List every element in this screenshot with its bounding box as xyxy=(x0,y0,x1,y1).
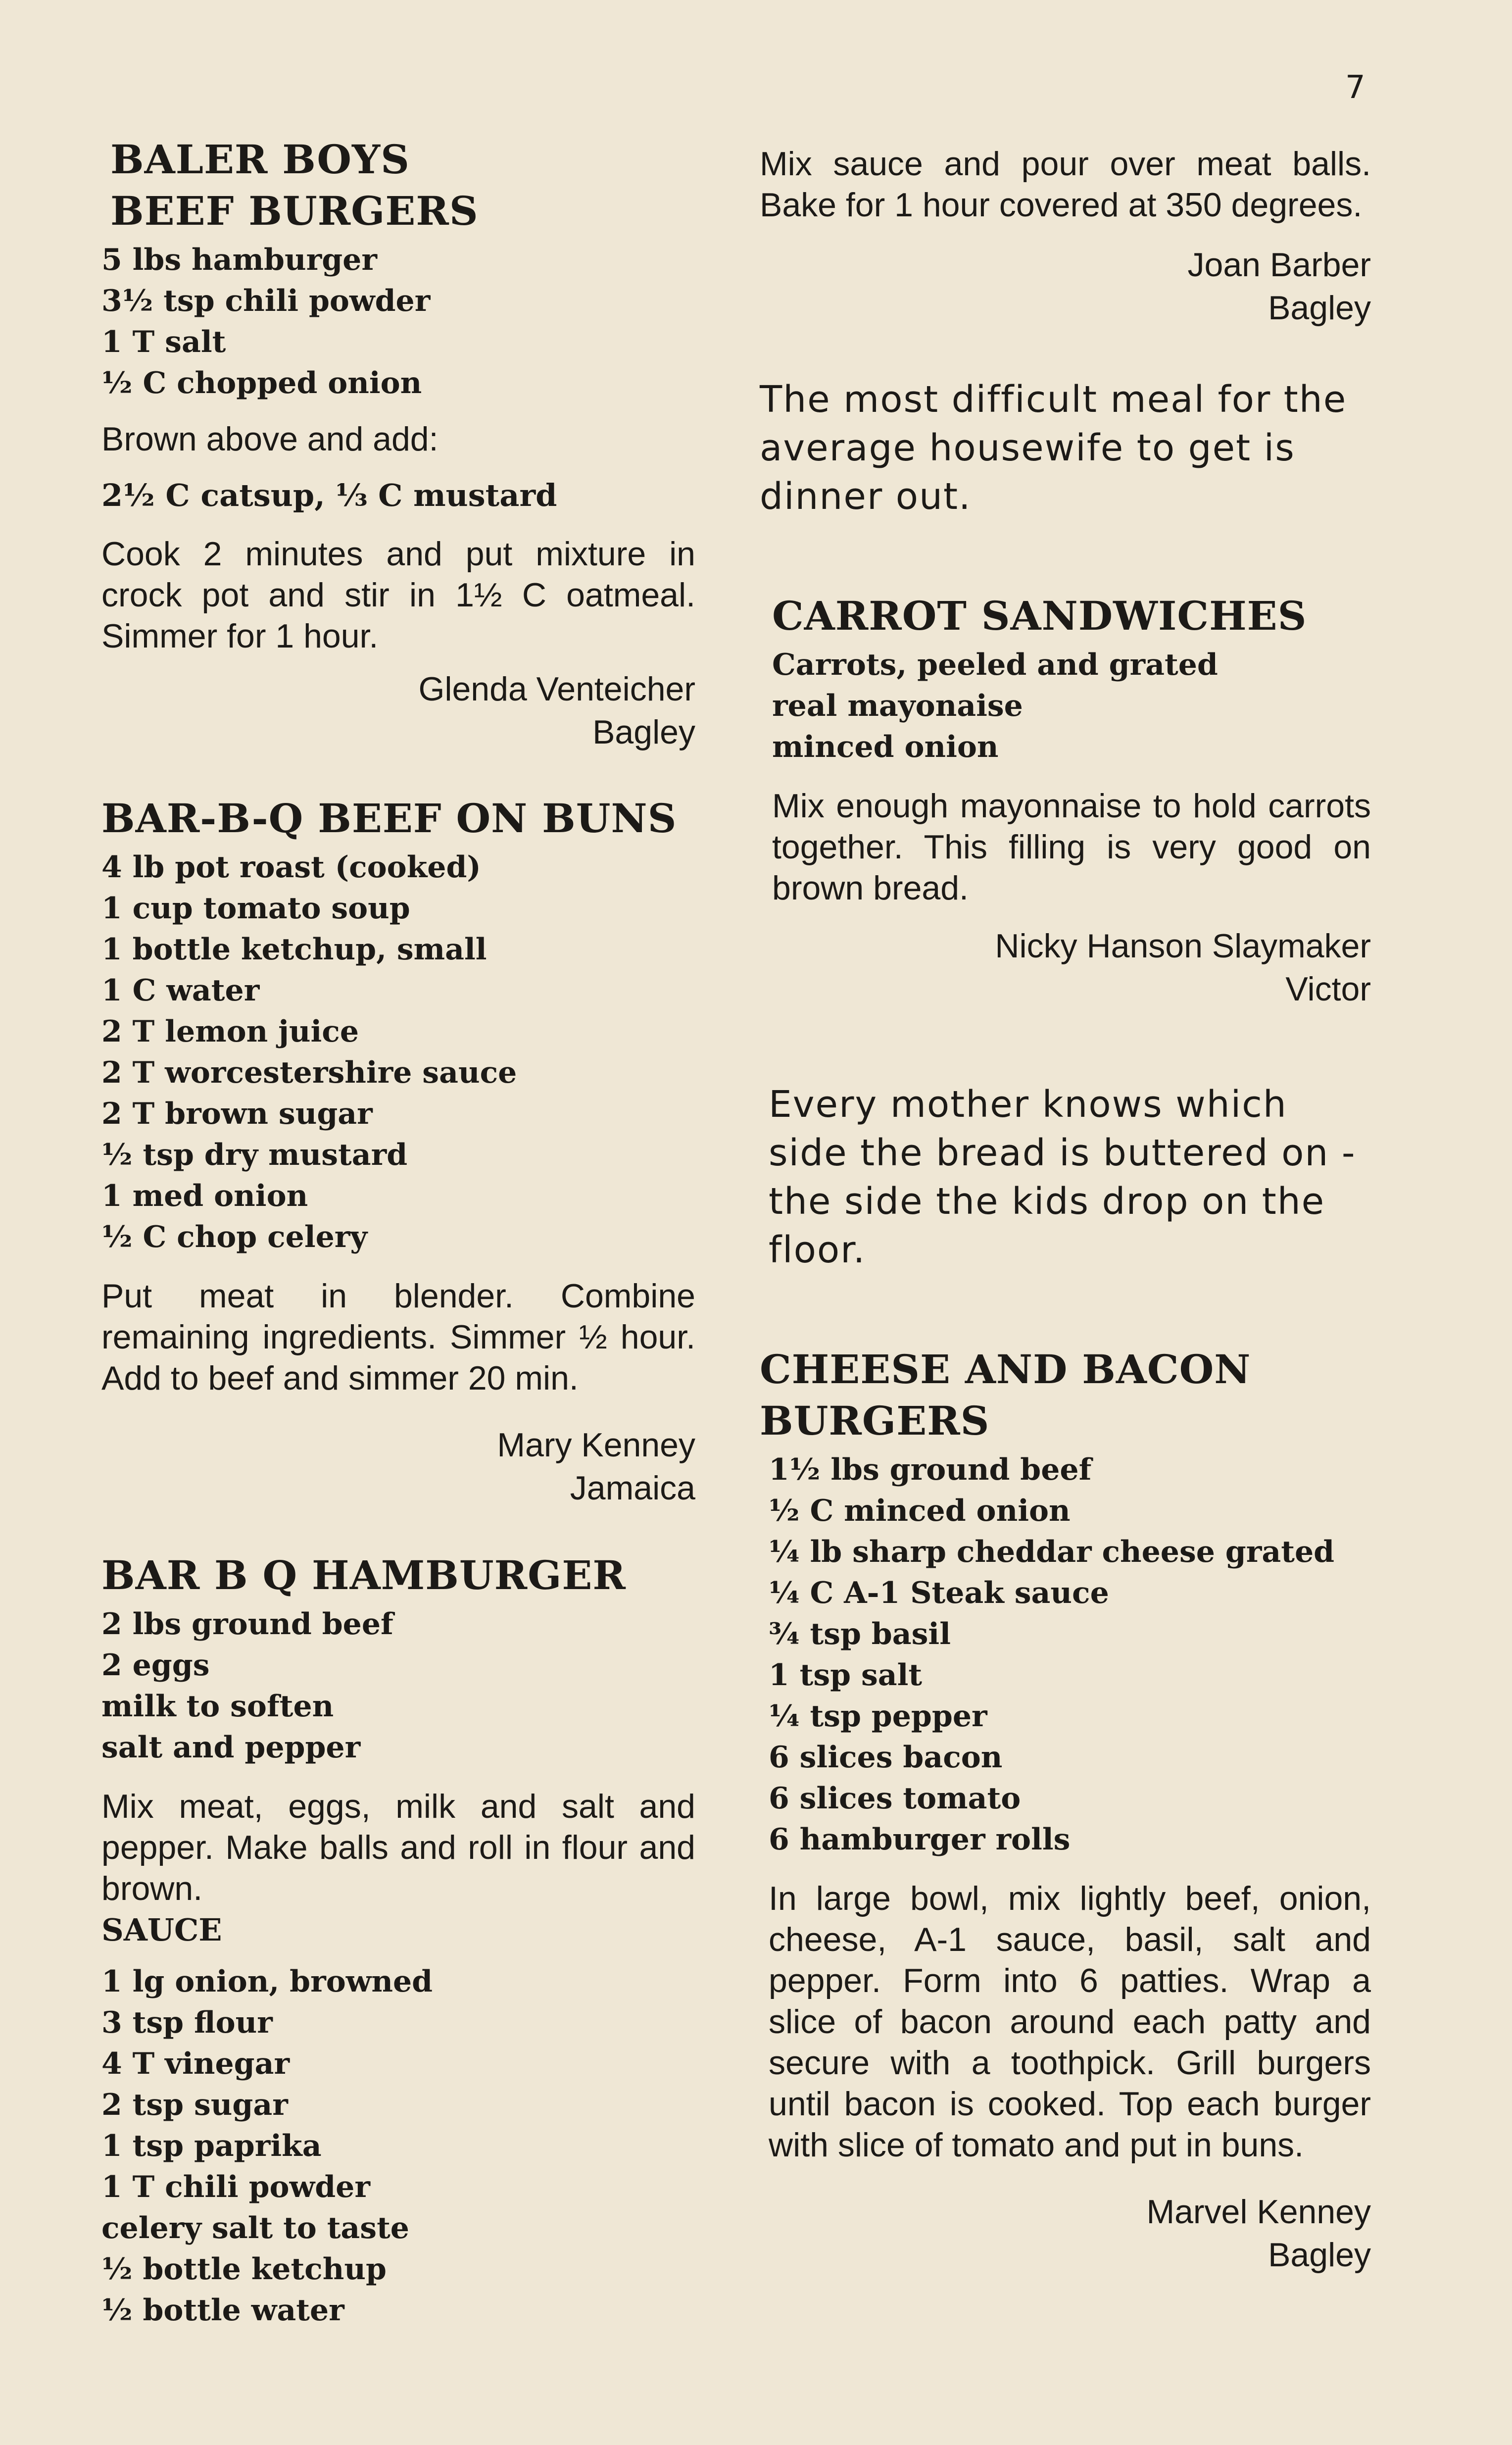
ingredient: 1 tsp paprika xyxy=(101,2129,322,2163)
author-town: Bagley xyxy=(1268,2236,1371,2274)
ingredient: 6 hamburger rolls xyxy=(769,1822,1071,1857)
author-town: Jamaica xyxy=(570,1469,695,1507)
recipe-directions: In large bowl, mix lightly beef, onion, cheese, A-1 sauce, basil, salt and pepper. Form into 6 patties. Wrap a slice of bacon around each patty and secure with a toothpick. Grill burgers until bacon is cooked. Top each burger with slice of tomato and put in buns. xyxy=(769,1880,1371,2164)
ingredient: ¾ tsp basil xyxy=(769,1617,951,1651)
ingredient: ½ C chop celery xyxy=(101,1220,368,1254)
author-town: Victor xyxy=(1285,970,1371,1008)
ingredient: 3½ tsp chili powder xyxy=(101,284,431,318)
ingredient: 6 slices bacon xyxy=(769,1740,1003,1775)
author-name: Mary Kenney xyxy=(497,1426,695,1464)
author-name: Joan Barber xyxy=(1187,246,1371,284)
ingredient: 1 lg onion, browned xyxy=(101,1964,433,1999)
ingredient: 1 med onion xyxy=(101,1179,308,1213)
ingredient: 6 slices tomato xyxy=(769,1781,1021,1816)
recipe-title-line: CHEESE AND BACON xyxy=(760,1346,1251,1393)
recipe-step: Brown above and add: xyxy=(101,420,439,458)
ingredient: real mayonaise xyxy=(772,689,1023,723)
ingredient: 2 lbs ground beef xyxy=(101,1607,393,1642)
ingredient: 2 tsp sugar xyxy=(101,2088,288,2122)
ingredient: 3 tsp flour xyxy=(101,2005,273,2040)
ingredient: 2 eggs xyxy=(101,1648,210,1683)
recipe-bar-b-q-hamburger-continued xyxy=(760,144,1371,330)
ingredient: celery salt to taste xyxy=(101,2211,409,2245)
recipe-directions: Mix enough mayonnaise to hold carrots together. This filling is very good on brown bread. xyxy=(772,787,1371,907)
author-name: Glenda Venteicher xyxy=(418,670,695,708)
recipe-directions: Cook 2 minutes and put mixture in crock pot and stir in 1½ C oatmeal. Simmer for 1 hour. xyxy=(101,535,695,655)
ingredient: 1 cup tomato soup xyxy=(101,891,410,926)
ingredient: ¼ lb sharp cheddar cheese grated xyxy=(769,1535,1335,1569)
ingredient: salt and pepper xyxy=(101,1730,361,1765)
recipe-title xyxy=(110,134,695,237)
ingredient: 1 bottle ketchup, small xyxy=(101,932,487,967)
ingredient: ½ tsp dry mustard xyxy=(101,1138,408,1172)
ingredient: 2 T lemon juice xyxy=(101,1014,359,1049)
recipe-title-line: BURGERS xyxy=(760,1397,990,1444)
ingredient: 2 T brown sugar xyxy=(101,1097,373,1131)
recipe-carrot-sandwiches xyxy=(760,590,1371,1011)
recipe-signature xyxy=(760,244,1371,330)
author-name: Marvel Kenney xyxy=(1146,2193,1371,2231)
recipe-signature xyxy=(760,925,1371,1011)
ingredient: 4 T vinegar xyxy=(101,2046,290,2081)
ingredient-list xyxy=(101,240,695,404)
ingredient-line: 2½ C catsup, ⅓ C mustard xyxy=(101,477,557,513)
recipe-title: CARROT SANDWICHES xyxy=(772,593,1307,639)
recipe-signature xyxy=(101,668,695,754)
ingredient: 1½ lbs ground beef xyxy=(769,1452,1092,1487)
quote-mother-knows: Every mother knows which side the bread is buttered on - the side the kids drop on the floor. xyxy=(769,1083,1356,1271)
recipe-title-line: BALER BOYS xyxy=(110,136,410,183)
ingredient: ½ bottle water xyxy=(101,2293,344,2328)
ingredient: ¼ tsp pepper xyxy=(769,1699,987,1734)
recipe-bar-b-q-hamburger xyxy=(101,1549,695,2331)
ingredient: ¼ C A-1 Steak sauce xyxy=(769,1576,1109,1610)
ingredient-list xyxy=(101,1604,695,1768)
ingredient: 1 T chili powder xyxy=(101,2170,370,2204)
sauce-ingredient-list xyxy=(101,1961,695,2331)
author-town: Bagley xyxy=(592,713,695,751)
recipe-directions-continued: Mix sauce and pour over meat balls. Bake for 1 hour covered at 350 degrees. xyxy=(760,145,1371,224)
ingredient: 4 lb pot roast (cooked) xyxy=(101,850,481,885)
ingredient: ½ C minced onion xyxy=(769,1494,1071,1528)
ingredient: ½ bottle ketchup xyxy=(101,2252,387,2287)
recipe-bar-b-q-beef-on-buns xyxy=(101,793,695,1510)
page-number: 7 xyxy=(1345,69,1366,106)
ingredient: 5 lbs hamburger xyxy=(101,243,377,277)
author-name: Nicky Hanson Slaymaker xyxy=(995,927,1371,965)
left-column xyxy=(101,134,695,2331)
author-town: Bagley xyxy=(1268,289,1371,327)
ingredient: minced onion xyxy=(772,730,999,764)
ingredient: 1 C water xyxy=(101,973,260,1008)
ingredient: milk to soften xyxy=(101,1689,334,1724)
ingredient: 2 T worcestershire sauce xyxy=(101,1055,517,1090)
recipe-signature xyxy=(760,2191,1371,2277)
recipe-directions: Mix meat, eggs, milk and salt and pepper. Make balls and roll in flour and brown. xyxy=(101,1788,695,1907)
recipe-cheese-and-bacon-burgers xyxy=(760,1344,1371,2277)
sauce-heading: SAUCE xyxy=(101,1912,222,1948)
recipe-directions: Put meat in blender. Combine remaining ingredients. Simmer ½ hour. Add to beef and simmer 20 min. xyxy=(101,1277,695,1397)
recipe-title xyxy=(760,1344,1371,1447)
right-column xyxy=(760,144,1371,2277)
recipe-signature xyxy=(101,1424,695,1510)
ingredient: Carrots, peeled and grated xyxy=(772,648,1218,682)
ingredient-list xyxy=(769,1449,1371,1860)
ingredient: 1 tsp salt xyxy=(769,1658,923,1693)
ingredient: 1 T salt xyxy=(101,325,226,359)
ingredient-list xyxy=(772,645,1371,768)
recipe-title: BAR-B-Q BEEF ON BUNS xyxy=(101,795,677,842)
ingredient-list xyxy=(101,847,695,1258)
quote-difficult-meal: The most difficult meal for the average housewife to get is dinner out. xyxy=(760,378,1347,518)
ingredient: ½ C chopped onion xyxy=(101,366,422,400)
recipe-title: BAR B Q HAMBURGER xyxy=(101,1552,626,1598)
recipe-title-line: BEEF BURGERS xyxy=(110,188,479,234)
recipe-baler-boys-beef-burgers xyxy=(101,134,695,754)
